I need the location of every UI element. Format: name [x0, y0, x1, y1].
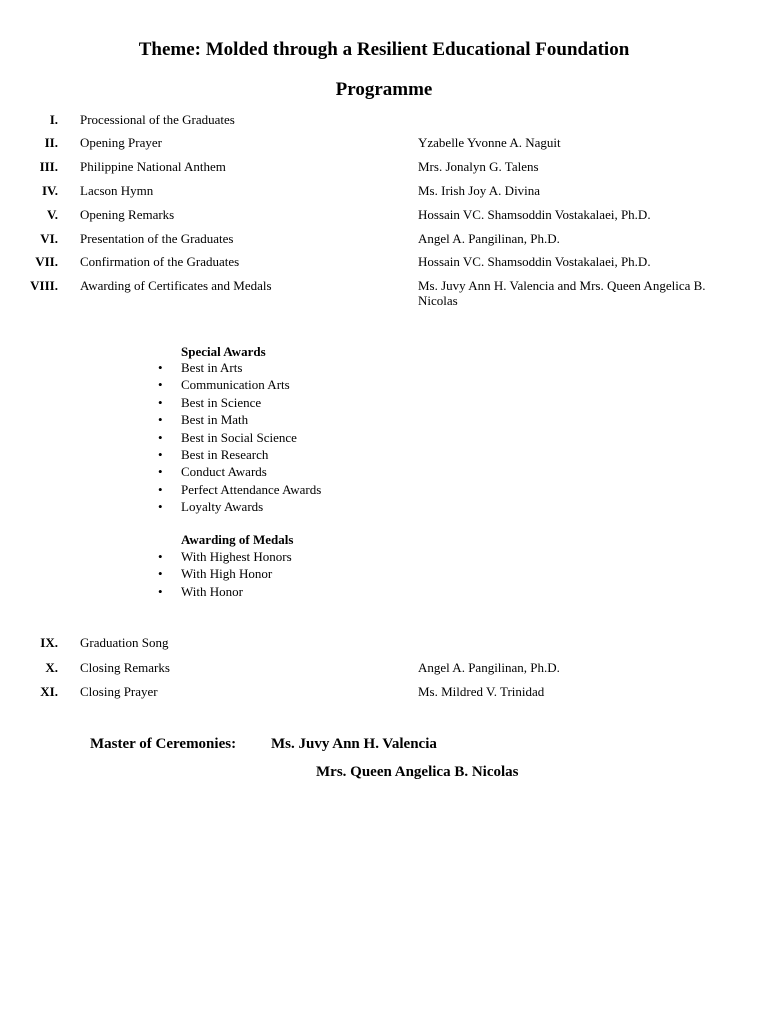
program-number: I. — [49, 112, 58, 127]
medals-list — [158, 548, 292, 600]
program-person: Hossain VC. Shamsoddin Vostakalaei, Ph.D. — [418, 254, 651, 269]
list-item — [158, 446, 321, 463]
program-item: Opening Prayer — [80, 135, 162, 150]
special-awards-list — [158, 359, 322, 516]
list-item — [158, 394, 321, 411]
program-number: II. — [44, 135, 58, 150]
award-label: Communication Arts — [181, 377, 290, 393]
list-item — [158, 359, 321, 376]
bullet-icon: • — [158, 549, 163, 564]
program-person: Yzabelle Yvonne A. Naguit — [418, 135, 561, 150]
program-item: Philippine National Anthem — [80, 159, 226, 174]
program-item: Lacson Hymn — [80, 183, 154, 198]
list-item — [158, 565, 292, 582]
program-item: Confirmation of the Graduates — [80, 254, 240, 269]
award-label: Best in Science — [181, 394, 262, 410]
special-awards-heading: Special Awards — [181, 344, 266, 359]
program-number: VIII. — [30, 278, 58, 293]
award-label: Best in Research — [181, 446, 269, 462]
bullet-icon: • — [158, 446, 163, 462]
bullet-icon: • — [158, 464, 163, 480]
bullet-icon: • — [158, 481, 163, 497]
medal-label: With High Honor — [181, 566, 273, 582]
program-number: IV. — [41, 183, 58, 198]
award-label: Best in Arts — [181, 360, 243, 375]
program-number: VII. — [35, 254, 58, 269]
list-item — [158, 463, 321, 480]
mc-label: Master of Ceremonies: — [90, 736, 237, 752]
medals-heading: Awarding of Medals — [181, 532, 294, 547]
program-item: Opening Remarks — [80, 207, 175, 222]
list-item — [158, 376, 321, 393]
program-person: Ms. Juvy Ann H. Valencia and Mrs. Queen Angelica B. Nicolas — [418, 278, 706, 308]
program-number: VI. — [40, 231, 58, 246]
medal-label: With Honor — [181, 583, 243, 599]
award-label: Best in Math — [181, 412, 249, 428]
list-item — [158, 481, 322, 498]
program-person: Angel A. Pangilinan, Ph.D. — [418, 231, 560, 246]
bullet-icon: • — [158, 360, 163, 375]
bullet-icon: • — [158, 583, 163, 599]
program-number: III. — [39, 159, 58, 174]
program-item: Processional of the Graduates — [80, 112, 235, 127]
bullet-icon: • — [158, 429, 163, 445]
program-item: Graduation Song — [80, 635, 169, 650]
bullet-icon: • — [158, 377, 163, 393]
program-person: Angel A. Pangilinan, Ph.D. — [418, 660, 560, 675]
award-label: Loyalty Awards — [181, 499, 264, 515]
bullet-icon: • — [158, 566, 163, 582]
bullet-icon: • — [158, 499, 163, 515]
award-label: Best in Social Science — [181, 429, 297, 445]
program-number: X. — [45, 660, 58, 675]
list-item — [158, 583, 292, 600]
bullet-icon: • — [158, 394, 163, 410]
mc-name: Ms. Juvy Ann H. Valencia — [271, 736, 437, 752]
program-item: Closing Remarks — [80, 660, 170, 675]
program-person: Ms. Mildred V. Trinidad — [418, 684, 545, 699]
document-theme: Theme: Molded through a Resilient Educational Foundation — [138, 39, 630, 60]
program-person: Hossain VC. Shamsoddin Vostakalaei, Ph.D. — [418, 207, 651, 222]
program-item: Presentation of the Graduates — [80, 231, 234, 246]
bullet-icon: • — [158, 412, 163, 428]
list-item — [158, 498, 321, 515]
program-number: IX. — [40, 635, 58, 650]
list-item — [158, 411, 321, 428]
list-item — [158, 429, 321, 446]
programme-title: Programme — [335, 79, 433, 100]
program-person: Ms. Irish Joy A. Divina — [418, 183, 541, 198]
program-number: XI. — [40, 684, 58, 699]
award-label: Conduct Awards — [181, 464, 267, 480]
medal-label: With Highest Honors — [181, 549, 292, 564]
mc-name: Mrs. Queen Angelica B. Nicolas — [316, 764, 519, 780]
program-number: V. — [47, 207, 58, 222]
program-person: Mrs. Jonalyn G. Talens — [418, 159, 539, 174]
list-item — [158, 548, 292, 565]
program-item: Awarding of Certificates and Medals — [80, 278, 272, 293]
program-item: Closing Prayer — [80, 684, 158, 699]
award-label: Perfect Attendance Awards — [181, 481, 322, 497]
